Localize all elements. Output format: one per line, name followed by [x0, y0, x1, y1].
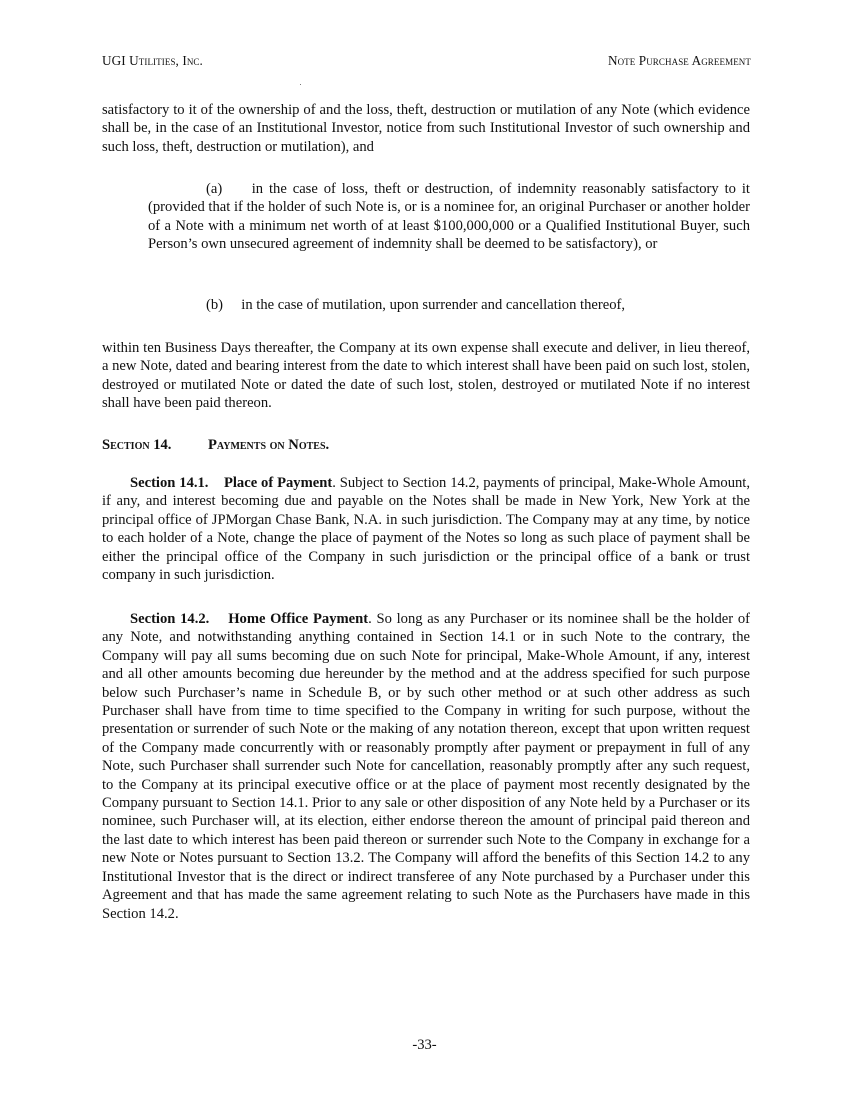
section-14-1-title: Place of Payment — [223, 475, 333, 491]
header-title-text: Note Purchase Agreement — [607, 53, 751, 68]
intro-text: satisfactory to it of the ownership of and the loss, theft, destruction or mutilation of any Note (which evidence shall be, in the case of an Institutional Investor, notice from such Institutional Investor of such ownership and such loss, theft, destruction or mutilation), and — [102, 102, 750, 155]
section-14-1-number: Section 14.1. — [130, 475, 209, 491]
page-number: -33- — [412, 1037, 437, 1053]
section-14-2-text: . So long as any Purchaser or its nominee shall be the holder of any Note, and notwithstanding anything contained in Section 14.1 or in such Note to the contrary, the Company will pay all sums becoming due on such Note for principal, Make-Whole Amount, if any, interest and all other amounts becoming due hereunder by the method and at the address specified for such purpose below such Purchaser’s name in Schedule B, or by such other method or at such other address as such Purchaser shall have from time to time specified to the Company in writing for such purpose, without the presentation or surrender of such Note or the making of any notation thereon, except that upon written request of the Company made concurrently with or reasonably promptly after payment or prepayment in full of any Note, such Purchaser shall surrender such Note for cancellation, reasonably promptly after any such request, to the Company at its principal executive office or at the place of payment most recently designated by the Company pursuant to Section 14.1. Prior to any sale or other disposition of any Note held by a Purchaser or its nominee, such Purchaser will, at its election, either endorse thereon the amount of principal paid thereon and the last date to which interest has been paid thereon or surrender such Note to the Company in exchange for a new Note or Notes pursuant to Section 13.2. The Company will afford the benefits of this Section 14.2 to any Institutional Investor that is the direct or indirect transferee of any Note purchased by a Purchaser under this Agreement and that has made the same agreement relating to such Note as the Purchasers have made in this Section 14.2. — [102, 611, 751, 922]
section-14-number: Section 14. — [102, 437, 172, 453]
header-document-title — [608, 53, 751, 69]
item-a-paragraph — [148, 180, 750, 254]
section-14-2-title: Home Office Payment — [228, 611, 369, 627]
stray-mark — [300, 84, 301, 85]
section-14-1-paragraph — [102, 474, 750, 584]
item-a-text: (a) in the case of loss, theft or destruction, of indemnity reasonably satisfactory to it (provided that if the holder of such Note is, or is a nominee for, an original Purchaser or another holder of a Note with a minimum net worth of at least $100,000,000 or a Qualified Institutional Buyer, such Person’s own unsecured agreement of indemnity shall be deemed to be satisfactory), or — [148, 181, 750, 253]
intro-paragraph — [102, 101, 750, 156]
section-14-heading — [102, 437, 329, 454]
section-14-2-number: Section 14.2. — [130, 611, 210, 627]
closing-paragraph — [102, 339, 750, 413]
header-company-text: UGI Utilities, Inc. — [102, 53, 203, 68]
closing-text: within ten Business Days thereafter, the Company at its own expense shall execute and deliver, in lieu thereof, a new Note, dated and bearing interest from the date to which interest shall have been paid on such lost, stolen, destroyed or mutilated Note or dated the date of such lost, stolen, destroyed or mutilated Note if no interest shall have been paid thereon. — [102, 340, 751, 412]
header-company-name — [102, 53, 203, 69]
section-14-2-paragraph — [102, 610, 750, 923]
section-14-title: Payments on Notes. — [208, 437, 330, 453]
section-14-1-text: . Subject to Section 14.2, payments of principal, Make-Whole Amount, if any, and interest becoming due and payable on the Notes shall be made in New York, New York at the principal office of JPMorgan Chase Bank, N.A. in such jurisdiction. The Company may at any time, by notice to each holder of a Note, change the place of payment of the Notes so long as such place of payment shall be either the principal office of the Company in such jurisdiction or the principal office of a bank or trust company in such jurisdiction. — [102, 475, 751, 584]
item-b-paragraph — [148, 296, 750, 314]
item-b-text: (b) in the case of mutilation, upon surrender and cancellation thereof, — [206, 297, 626, 313]
